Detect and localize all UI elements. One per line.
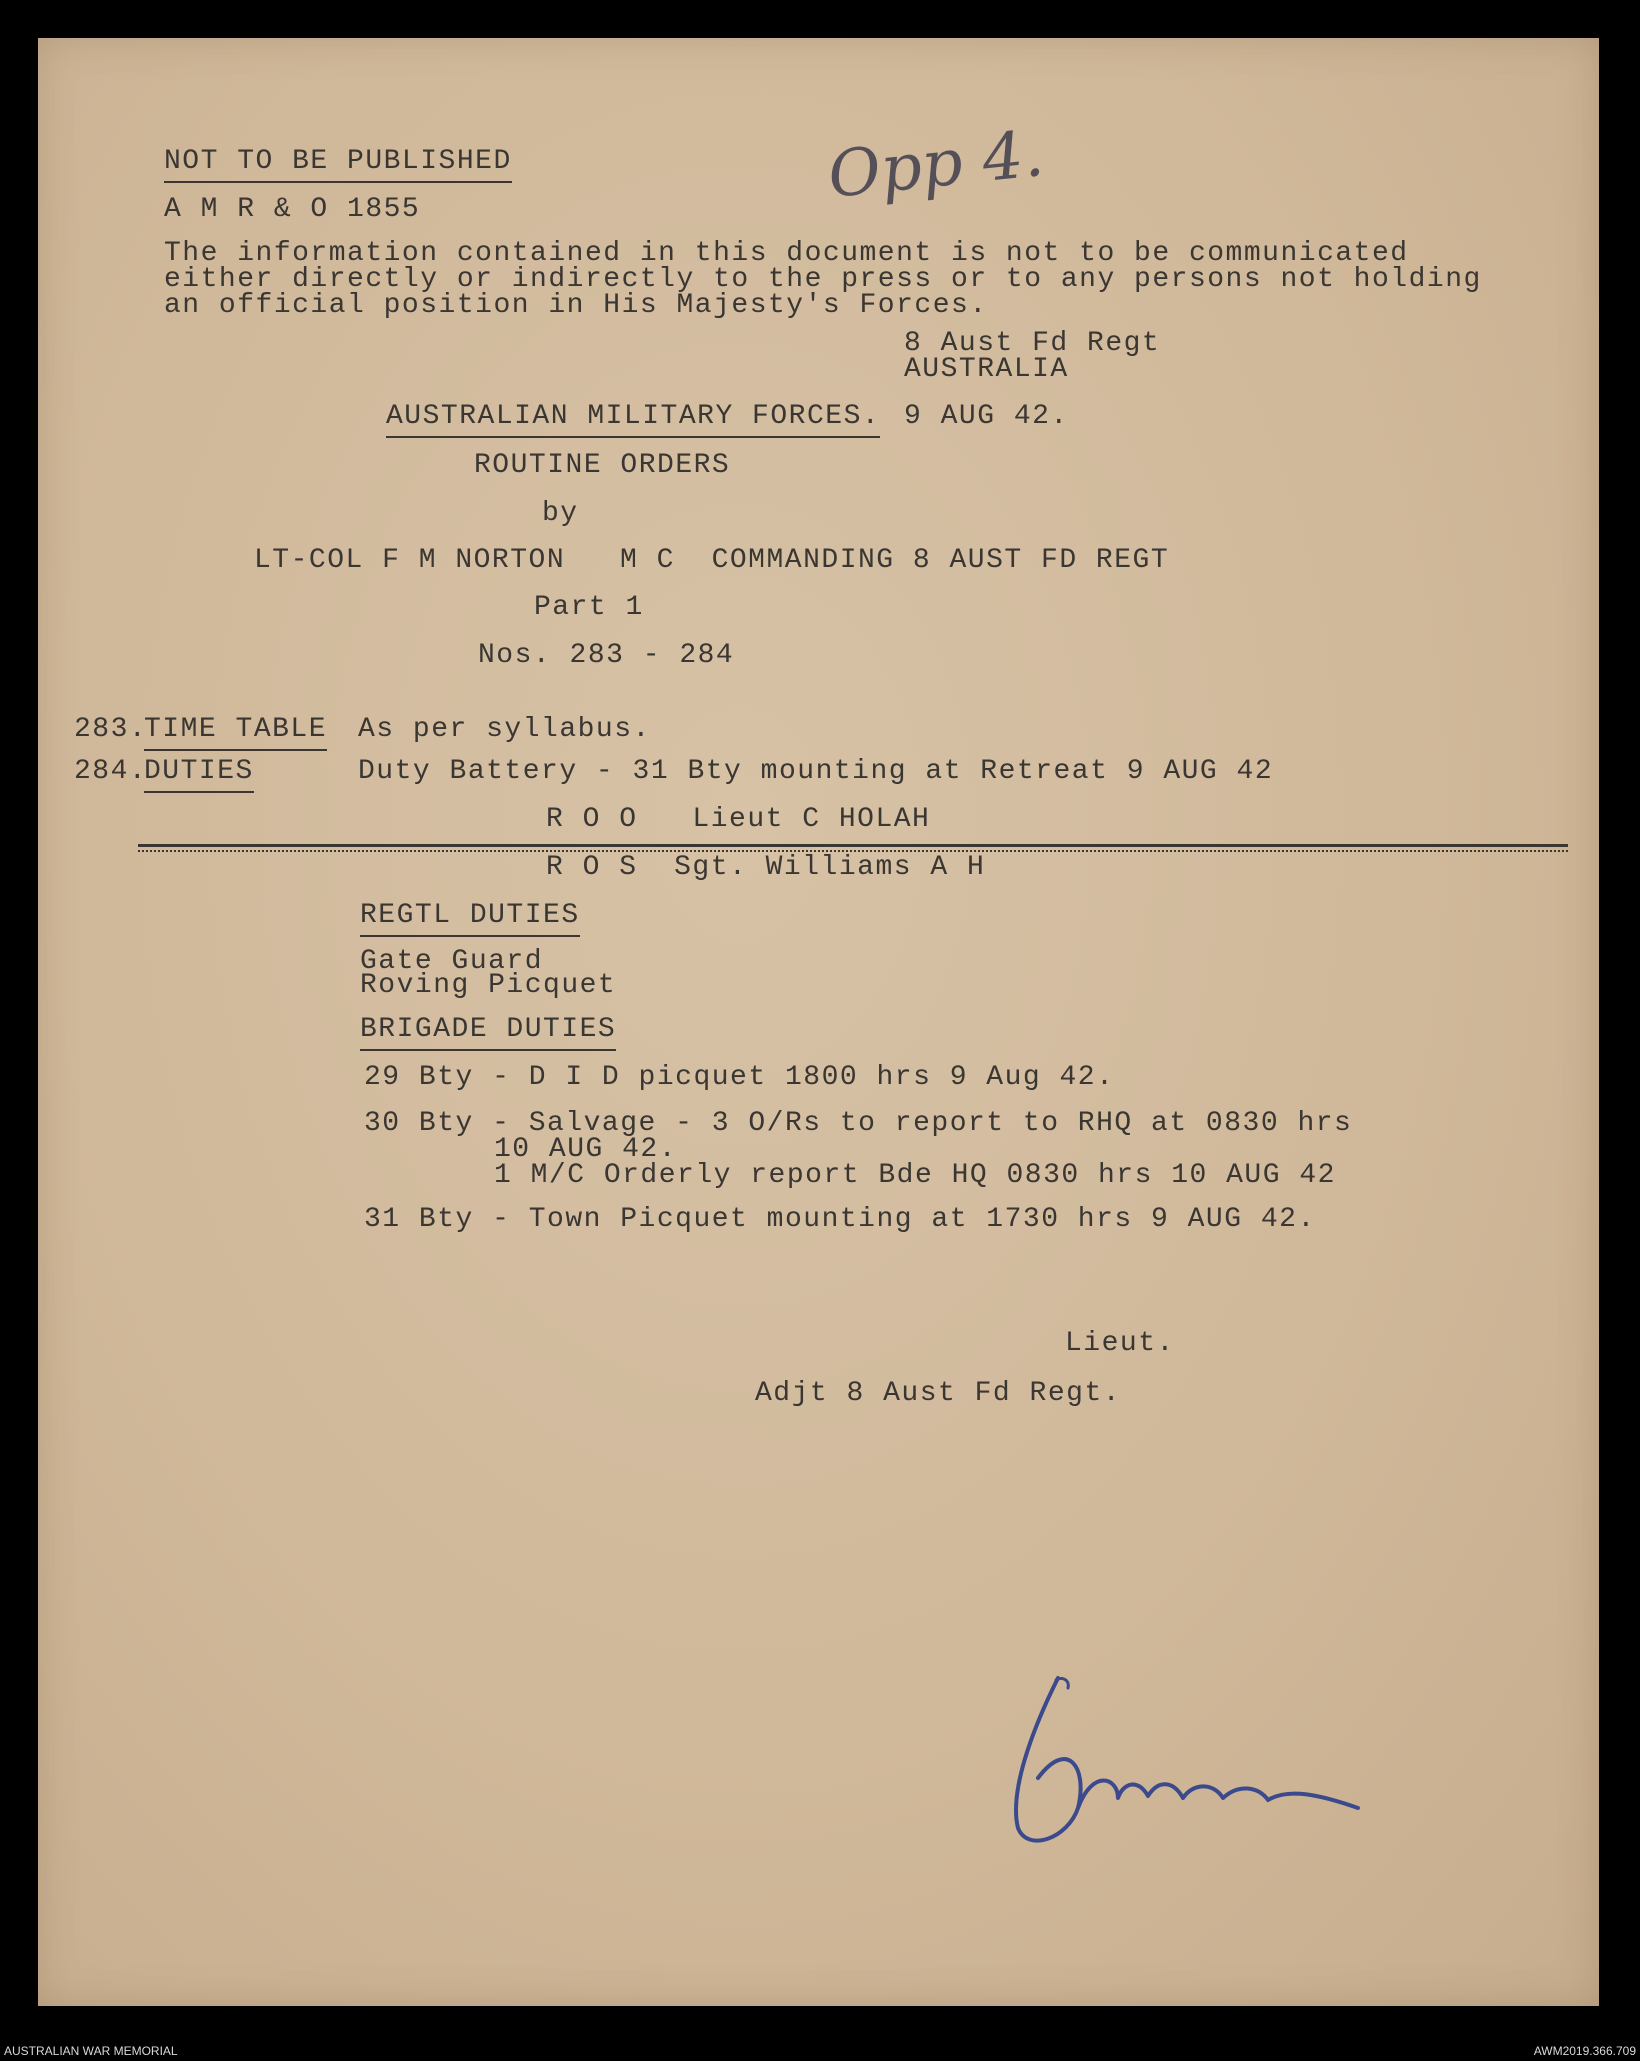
regtl-duty-item: Roving Picquet xyxy=(360,970,617,1001)
order-number: 283. xyxy=(74,714,148,745)
brigade-duty-line: 1 M/C Orderly report Bde HQ 0830 hrs 10 AUG 42 xyxy=(494,1160,1336,1191)
ros-line: R O S Sgt. Williams A H xyxy=(546,852,986,883)
regtl-duty-item: Gate Guard xyxy=(360,946,544,977)
document-page xyxy=(38,38,1599,2006)
brigade-duty-line: 30 Bty - Salvage - 3 O/Rs to report to RHQ at 0830 hrs xyxy=(364,1108,1353,1139)
order-heading: TIME TABLE xyxy=(144,714,327,751)
unit-location: AUSTRALIA xyxy=(904,354,1069,385)
brigade-duty-line: 29 Bty - D I D picquet 1800 hrs 9 Aug 42. xyxy=(364,1062,1115,1093)
order-numbers: Nos. 283 - 284 xyxy=(478,640,735,671)
divider xyxy=(138,844,1568,847)
footer-right: AWM2019.366.709 xyxy=(1533,2044,1636,2058)
regtl-duties-heading: REGTL DUTIES xyxy=(360,900,580,937)
document-date: 9 AUG 42. xyxy=(904,401,1069,432)
brigade-duty-line: 31 Bty - Town Picquet mounting at 1730 hrs 9 AUG 42. xyxy=(364,1204,1316,1235)
handwritten-signature xyxy=(998,1658,1428,1858)
restriction-heading: NOT TO BE PUBLISHED xyxy=(164,146,512,183)
part-label: Part 1 xyxy=(534,592,644,623)
order-heading: DUTIES xyxy=(144,756,254,793)
commander-line: LT-COL F M NORTON M C COMMANDING 8 AUST FD REGT xyxy=(254,545,1170,576)
brigade-duties-heading: BRIGADE DUTIES xyxy=(360,1014,616,1051)
unit-name: 8 Aust Fd Regt xyxy=(904,328,1161,359)
notice-line-2: either directly or indirectly to the press or to any persons not holding xyxy=(164,264,1482,295)
footer-left: AUSTRALIAN WAR MEMORIAL xyxy=(4,2044,178,2058)
roo-line: R O O Lieut C HOLAH xyxy=(546,804,931,835)
order-text: As per syllabus. xyxy=(358,714,651,745)
order-number: 284. xyxy=(74,756,148,787)
notice-line-1: The information contained in this document is not to be communicated xyxy=(164,238,1409,269)
signature-rank: Lieut. xyxy=(1065,1328,1175,1359)
brigade-duty-line: 10 AUG 42. xyxy=(494,1134,678,1165)
reference-number: A M R & O 1855 xyxy=(164,194,421,225)
by-label: by xyxy=(542,498,579,529)
order-text: Duty Battery - 31 Bty mounting at Retreat 9 AUG 42 xyxy=(358,756,1274,787)
signature-title: Adjt 8 Aust Fd Regt. xyxy=(755,1378,1122,1409)
notice-line-3: an official position in His Majesty's Forces. xyxy=(164,290,988,321)
routine-orders-title: ROUTINE ORDERS xyxy=(474,450,731,481)
handwritten-note: Opp 4. xyxy=(824,116,1048,214)
forces-title: AUSTRALIAN MILITARY FORCES. xyxy=(386,401,880,438)
